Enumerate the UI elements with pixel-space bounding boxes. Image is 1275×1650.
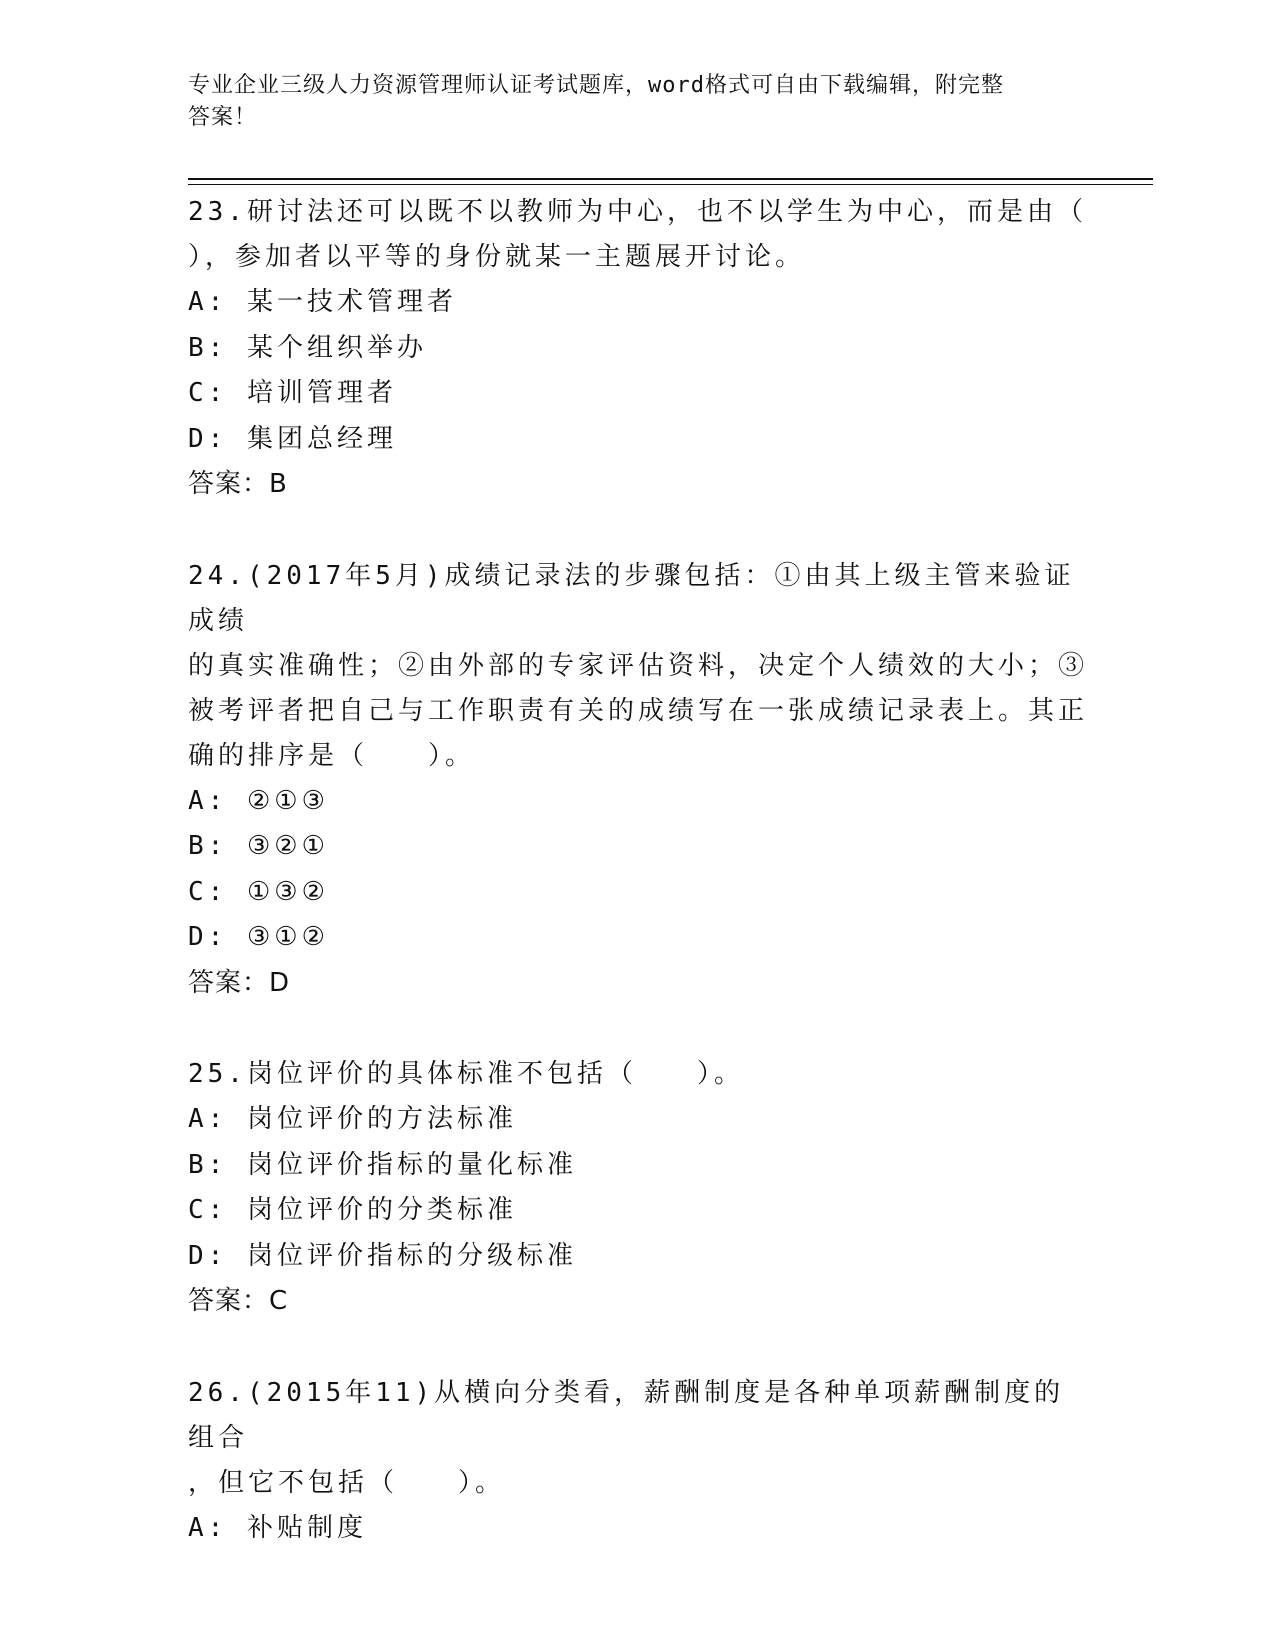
header-line-1: 专业企业三级人力资源管理师认证考试题库，word格式可自由下载编辑，附完整 [188, 73, 1004, 98]
option-a: A: 补贴制度 [188, 1512, 367, 1543]
question-text-line: 确的排序是（ ）。 [188, 740, 476, 771]
option-a: A: 岗位评价的方法标准 [188, 1104, 517, 1134]
option-c: C: 培训管理者 [188, 378, 397, 408]
question-text-line: 23.研讨法还可以既不以教师为中心，也不以学生为中心，而是由（ [188, 197, 1087, 227]
question-text-line: 的真实准确性；②由外部的专家评估资料，决定个人绩效的大小；③ [188, 650, 1089, 681]
question-text-line: 26.(2015年11)从横向分类看，薪酬制度是各种单项薪酬制度的组合 [188, 1377, 1065, 1453]
header-line-2: 答案！ [188, 105, 258, 130]
question-text-line: ，但它不包括（ ）。 [188, 1467, 506, 1498]
question-24 [188, 554, 1088, 1007]
option-d: D: 岗位评价指标的分级标准 [188, 1240, 577, 1271]
option-d: D: ③①② [188, 922, 329, 952]
option-b: B: 某个组织举办 [188, 332, 427, 363]
option-c: C: 岗位评价的分类标准 [188, 1195, 517, 1225]
question-text-line: ），参加者以平等的身份就某一主题展开讨论。 [188, 242, 806, 272]
header-rule-thin [188, 184, 1153, 185]
question-text-line: 24.(2017年5月)成绩记录法的步骤包括：①由其上级主管来验证成绩 [188, 560, 1075, 636]
answer-line: 答案：C [188, 1286, 289, 1316]
header-rule-thick [188, 178, 1153, 180]
option-c: C: ①③② [188, 876, 329, 907]
question-23 [188, 190, 1088, 508]
option-b: B: ③②① [188, 831, 329, 861]
question-25 [188, 1052, 1088, 1325]
question-list [188, 190, 1088, 1551]
option-a: A: 某一技术管理者 [188, 287, 457, 317]
answer-line: 答案：B [188, 469, 288, 499]
option-a: A: ②①③ [188, 785, 329, 816]
question-text-line: 被考评者把自己与工作职责有关的成绩写在一张成绩记录表上。其正 [188, 695, 1089, 726]
question-26 [188, 1371, 1088, 1552]
answer-line: 答案：D [188, 967, 291, 998]
option-d: D: 集团总经理 [188, 423, 397, 454]
question-text-line: 25.岗位评价的具体标准不包括（ ）。 [188, 1059, 744, 1089]
option-b: B: 岗位评价指标的量化标准 [188, 1149, 577, 1180]
document-header [188, 70, 1068, 134]
